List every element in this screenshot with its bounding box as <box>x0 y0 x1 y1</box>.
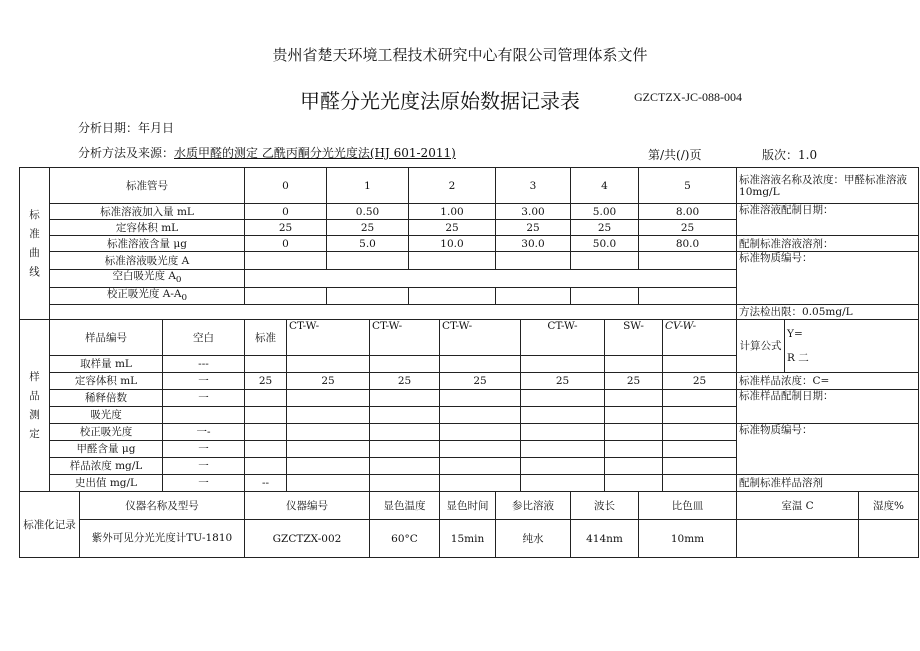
cell <box>605 424 663 441</box>
row-label: 样品浓度 mg/L <box>50 458 163 475</box>
cell <box>521 356 605 373</box>
std-header: 比色皿 <box>639 492 737 520</box>
cell <box>245 356 287 373</box>
cell <box>663 475 737 492</box>
cell <box>605 458 663 475</box>
cell: 25 <box>663 373 737 390</box>
cuvette: 10mm <box>639 520 737 558</box>
formula-y: Y= <box>787 328 803 341</box>
cell <box>163 407 245 424</box>
cell: 30.0 <box>496 236 571 252</box>
version-label: 版次：1.0 <box>762 148 818 162</box>
cell: 0 <box>245 204 327 220</box>
cell: 8.00 <box>639 204 737 220</box>
cell: 5.00 <box>571 204 639 220</box>
formula-values <box>785 320 919 373</box>
instrument-no: GZCTZX-002 <box>245 520 370 558</box>
analysis-method <box>78 144 456 161</box>
cell <box>605 407 663 424</box>
cell <box>605 390 663 407</box>
cell <box>370 390 440 407</box>
curve-row-content <box>20 236 919 252</box>
cell: -- <box>245 475 287 492</box>
cell <box>409 252 496 270</box>
std-header: 参比溶液 <box>496 492 571 520</box>
organization-header: 贵州省楚天环境工程技术研究中心有限公司管理体系文件 <box>272 46 648 64</box>
cell: 一- <box>163 424 245 441</box>
cell: 1.00 <box>409 204 496 220</box>
reference-solution: 纯水 <box>496 520 571 558</box>
cell: 0 <box>245 236 327 252</box>
std-header: 显色温度 <box>370 492 440 520</box>
sample-col-header: CT-W- <box>440 320 521 356</box>
row-label: 标准溶液含量 μg <box>50 236 245 252</box>
cell <box>245 458 287 475</box>
cell <box>440 424 521 441</box>
cell <box>605 475 663 492</box>
cell <box>245 441 287 458</box>
color-time: 15min <box>440 520 496 558</box>
std-header: 仪器名称及型号 <box>80 492 245 520</box>
tube-1: 1 <box>327 168 409 204</box>
cell <box>409 288 496 305</box>
sample-row-final-volume <box>20 373 919 390</box>
cell <box>440 407 521 424</box>
sample-id-header: 样品编号 <box>50 320 163 356</box>
cell <box>639 252 737 270</box>
std-solvent: 配制标准溶液溶剂： <box>737 236 919 252</box>
standard-header: 标准 <box>245 320 287 356</box>
sample-row-reported-value <box>20 475 919 492</box>
cell <box>245 407 287 424</box>
page-number: 第/共(/)页 <box>648 148 702 162</box>
cell <box>370 424 440 441</box>
row-label: 定容体积 mL <box>50 220 245 236</box>
cell <box>663 356 737 373</box>
analysis-date: 分析日期：年月日 <box>78 121 175 135</box>
cell <box>440 356 521 373</box>
cell: 25 <box>639 220 737 236</box>
form-title: 甲醛分光光度法原始数据记录表 <box>300 89 580 113</box>
cell: 80.0 <box>639 236 737 252</box>
sample-col-header: CT-W- <box>521 320 605 356</box>
cell <box>571 252 639 270</box>
cell <box>245 288 327 305</box>
cell: 3.00 <box>496 204 571 220</box>
cell: 25 <box>496 220 571 236</box>
cell <box>605 356 663 373</box>
standardization-values-row <box>20 520 919 558</box>
form-code: GZCTZX-JC-088-004 <box>634 90 742 104</box>
cell <box>440 475 521 492</box>
cell <box>521 407 605 424</box>
sample-col-header: CT-W- <box>287 320 370 356</box>
cell: 一 <box>163 458 245 475</box>
cell: 25 <box>245 220 327 236</box>
method-value: 水质甲醛的测定 乙酰丙酮分光光度法(HJ 601-2011) <box>174 146 456 160</box>
cell: 50.0 <box>571 236 639 252</box>
cell: 25 <box>245 373 287 390</box>
row-label: 校正吸光度 <box>50 424 163 441</box>
cell <box>440 390 521 407</box>
row-label: 史出值 mg/L <box>50 475 163 492</box>
std-prep-date: 标准溶液配制日期： <box>737 204 919 236</box>
detection-limit: 方法检出限：0.05mg/L <box>737 305 919 320</box>
std-sample-solvent: 配制标准样品溶剂 <box>737 475 919 492</box>
row-label: 标准溶液加入量 mL <box>50 204 245 220</box>
sample-col-header: CT-W- <box>370 320 440 356</box>
cell: 25 <box>440 373 521 390</box>
cell <box>50 305 737 320</box>
sample-section-label: 样 品 测 定 <box>20 320 50 492</box>
cell <box>287 475 370 492</box>
standardization-header-row <box>20 492 919 520</box>
cell <box>440 441 521 458</box>
row-label: 校正吸光度 $A-A_0$ <box>50 288 245 305</box>
blank-header: 空白 <box>163 320 245 356</box>
cell <box>245 252 327 270</box>
std-header: 波长 <box>571 492 639 520</box>
cell: 5.0 <box>327 236 409 252</box>
sample-header-row <box>20 320 919 356</box>
std-header: 湿度% <box>859 492 919 520</box>
room-temperature <box>737 520 859 558</box>
tube-2: 2 <box>409 168 496 204</box>
std-material-no: 标准物质编号： <box>737 252 919 305</box>
humidity <box>859 520 919 558</box>
tube-3: 3 <box>496 168 571 204</box>
cell <box>605 441 663 458</box>
std-sample-prep-date: 标准样品配制日期： <box>737 390 919 424</box>
cell <box>287 356 370 373</box>
cell <box>370 407 440 424</box>
cell: 25 <box>605 373 663 390</box>
curve-row-volume-added <box>20 204 919 220</box>
tube-0: 0 <box>245 168 327 204</box>
cell <box>663 441 737 458</box>
curve-row-absorbance <box>20 252 919 270</box>
record-table <box>19 167 919 558</box>
row-label: 取样量 mL <box>50 356 163 373</box>
cell <box>370 356 440 373</box>
cell <box>287 458 370 475</box>
cell <box>327 252 409 270</box>
std-header: 室温 C <box>737 492 859 520</box>
cell: 25 <box>409 220 496 236</box>
cell <box>521 458 605 475</box>
row-label: 甲醛含量 μg <box>50 441 163 458</box>
tube-4: 4 <box>571 168 639 204</box>
cell <box>639 288 737 305</box>
cell <box>327 288 409 305</box>
row-label: 标准溶液吸光度 A <box>50 252 245 270</box>
cell <box>521 390 605 407</box>
cell <box>496 288 571 305</box>
std-header: 仪器编号 <box>245 492 370 520</box>
sample-col-header: CV-W- <box>663 320 737 356</box>
sample-col-header: SW- <box>605 320 663 356</box>
cell: 一 <box>163 441 245 458</box>
sample-row-corrected-absorbance <box>20 424 919 441</box>
sample-row-dilution <box>20 390 919 407</box>
cell: 25 <box>327 220 409 236</box>
cell <box>370 458 440 475</box>
std-sample-conc: 标准样品浓度：C= <box>737 373 919 390</box>
cell <box>287 390 370 407</box>
tube-5: 5 <box>639 168 737 204</box>
cell: 25 <box>370 373 440 390</box>
cell <box>663 390 737 407</box>
cell <box>663 458 737 475</box>
formula-r: R 二 <box>787 352 809 365</box>
wavelength: 414nm <box>571 520 639 558</box>
cell <box>370 475 440 492</box>
method-label: 分析方法及来源： <box>78 146 175 160</box>
cell: --- <box>163 356 245 373</box>
cell <box>370 441 440 458</box>
cell <box>663 407 737 424</box>
curve-section-label: 标 准 曲 线 <box>20 168 50 320</box>
std-solution-name: 标准溶液名称及浓度：甲醛标准溶液10mg/L <box>737 168 919 204</box>
cell <box>440 458 521 475</box>
standardization-label: 标准化记录 <box>20 492 80 558</box>
cell: 25 <box>521 373 605 390</box>
row-label: 定容体积 mL <box>50 373 163 390</box>
sample-std-material-no: 标准物质编号： <box>737 424 919 475</box>
cell: 0.50 <box>327 204 409 220</box>
cell <box>245 424 287 441</box>
cell: 一 <box>163 373 245 390</box>
tube-header: 标准管号 <box>50 168 245 204</box>
cell <box>521 441 605 458</box>
cell <box>496 252 571 270</box>
row-label: 空白吸光度 $A_0$ <box>50 270 245 288</box>
cell: 10.0 <box>409 236 496 252</box>
cell: 25 <box>287 373 370 390</box>
color-temperature: 60°C <box>370 520 440 558</box>
cell <box>521 475 605 492</box>
curve-spacer-row <box>20 305 919 320</box>
instrument-name: 紫外可见分光光度计TU-1810 <box>80 520 245 558</box>
curve-header-row <box>20 168 919 204</box>
cell <box>245 390 287 407</box>
cell: 25 <box>571 220 639 236</box>
cell <box>287 424 370 441</box>
cell <box>287 441 370 458</box>
cell <box>287 407 370 424</box>
cell: 一 <box>163 475 245 492</box>
cell <box>521 424 605 441</box>
std-header: 显色时间 <box>440 492 496 520</box>
row-label: 吸光度 <box>50 407 163 424</box>
cell <box>663 424 737 441</box>
cell <box>571 288 639 305</box>
cell: 一 <box>163 390 245 407</box>
cell <box>245 270 737 288</box>
row-label: 稀释倍数 <box>50 390 163 407</box>
formula-label: 计算公式 <box>737 320 785 373</box>
